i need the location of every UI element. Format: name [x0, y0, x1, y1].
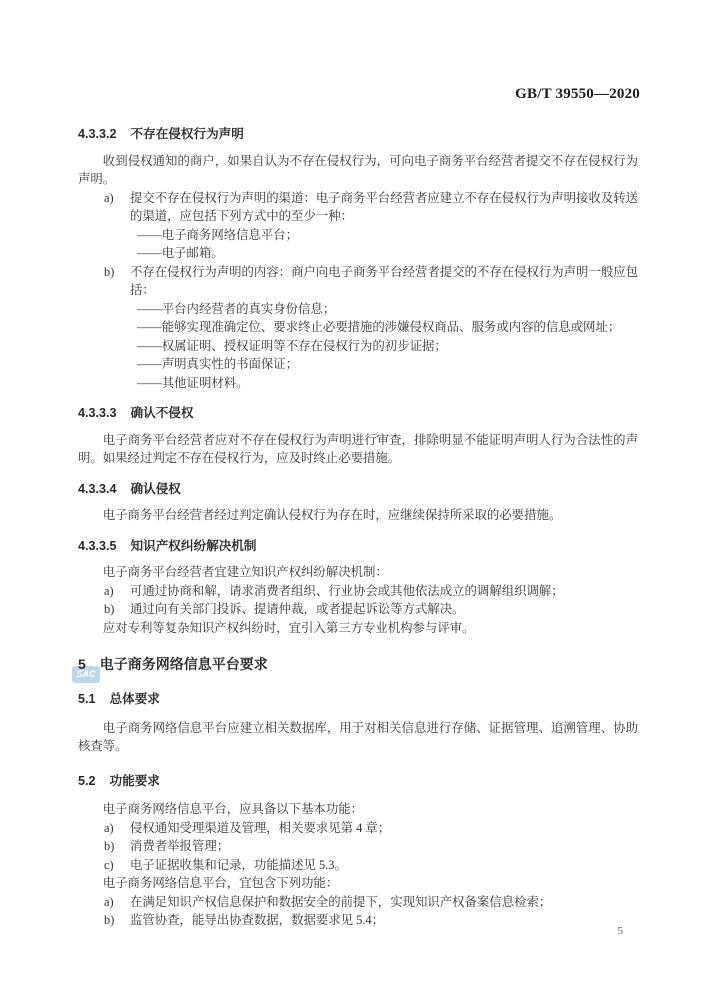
clause-title: 确认侵权: [130, 481, 181, 496]
list-item: [78, 819, 638, 838]
dash-item-text: ——能够实现准确定位、要求终止必要措施的涉嫌侵权商品、服务或内容的信息或网址；: [137, 320, 621, 334]
paragraph-text: 电子商务网络信息平台，应具备以下基本功能：: [102, 802, 363, 816]
dash-item-text: ——声明真实性的书面保证；: [137, 357, 299, 371]
clause-number: 4.3.3.5: [78, 538, 117, 553]
list-item-text: 监管协查，能导出协查数据，数据要求见 5.4；: [130, 913, 385, 927]
sub-heading-title: 总体要求: [109, 692, 160, 706]
list-item-text: 不存在侵权行为声明的内容：商户向电子商务平台经营者提交的不存在侵权行为声明一般应包括：: [130, 264, 639, 297]
clause-number: 4.3.3.4: [78, 481, 117, 496]
list-item-text: 提交不存在侵权行为声明的渠道：电子商务平台经营者应建立不存在侵权行为声明接收及转送的渠道，应包括下列方式中的至少一种：: [130, 190, 639, 223]
list-item-text: 侵权通知受理渠道及管理，相关要求见第 4 章；: [130, 820, 391, 835]
sub-heading-number: 5.1: [78, 692, 96, 706]
sac-watermark: SAC: [72, 666, 100, 683]
dash-item-text: ——电子邮箱。: [137, 246, 224, 260]
chapter-number: 5: [78, 656, 86, 672]
list-item-text: 在满足知识产权信息保护和数据安全的前提下，实现知识产权备案信息检索；: [130, 894, 552, 909]
list-item: [78, 189, 638, 226]
list-item: [78, 911, 638, 930]
paragraph-text: 电子商务平台经营者应对不存在侵权行为声明进行审查，排除明显不能证明声明人行为合法性的声明。如果经过判定不存在侵权行为，应及时终止必要措施。: [78, 432, 638, 465]
document-body: [78, 113, 638, 930]
list-item: [78, 837, 638, 856]
page-number: 5: [617, 925, 623, 937]
list-marker: b): [104, 602, 115, 616]
list-marker: b): [104, 913, 115, 927]
paragraph-text: 电子商务平台经营者宜建立知识产权纠纷解决机制：: [102, 565, 388, 579]
clause-title: 知识产权纠纷解决机制: [130, 538, 257, 553]
paragraph-text: 电子商务网络信息平台应建立相关数据库，用于对相关信息进行存储、证据管理、追溯管理、协助核查等。: [78, 720, 638, 753]
clause-heading: [78, 404, 638, 423]
list-marker: c): [104, 857, 114, 872]
list-marker: a): [104, 583, 114, 598]
paragraph-text: 应对专利等复杂知识产权纠纷时，宜引入第三方专业机构参与评审。: [102, 620, 475, 635]
sub-heading-number: 5.2: [78, 773, 96, 788]
list-item-text: 电子证据收集和记录，功能描述见 5.3。: [130, 857, 347, 872]
dash-item-text: ——其他证明材料。: [137, 375, 249, 390]
list-item: [78, 263, 638, 300]
dash-item-text: ——权属证明、授权证明等不存在侵权行为的初步证据；: [137, 338, 447, 353]
dash-item-text: ——电子商务网络信息平台；: [137, 227, 299, 242]
list-item: [78, 582, 638, 601]
list-item-text: 通过向有关部门投诉、提请仲裁，或者提起诉讼等方式解决。: [130, 602, 465, 616]
list-marker: a): [104, 820, 114, 835]
clause-heading: [78, 537, 638, 556]
clause-heading: [78, 480, 638, 499]
clause-number: 4.3.3.2: [78, 127, 117, 141]
sub-heading-title: 功能要求: [109, 773, 160, 788]
clause-heading: [78, 125, 638, 144]
paragraph-text: 电子商务网络信息平台，宜包含下列功能：: [102, 876, 339, 890]
list-marker: a): [104, 190, 114, 205]
standard-code: GB/T 39550—2020: [515, 86, 640, 102]
list-item-text: 可通过协商和解，请求消费者组织、行业协会或其他依法成立的调解组织调解；: [130, 583, 564, 598]
list-marker: b): [104, 264, 115, 279]
sub-heading: [78, 690, 638, 709]
sub-heading: [78, 772, 638, 791]
list-item: [78, 893, 638, 912]
list-marker: a): [104, 894, 114, 909]
clause-title: 不存在侵权行为声明: [130, 127, 244, 141]
clause-title: 确认不侵权: [130, 406, 194, 420]
list-item: [78, 600, 638, 619]
list-marker: b): [104, 839, 115, 853]
paragraph-text: 收到侵权通知的商户，如果自认为不存在侵权行为，可向电子商务平台经营者提交不存在侵权行为声明。: [78, 153, 638, 186]
paragraph-text: 电子商务平台经营者经过判定确认侵权行为存在时，应继续保持所采取的必要措施。: [102, 508, 562, 522]
list-item: [78, 856, 638, 875]
chapter-title: 电子商务网络信息平台要求: [99, 656, 268, 672]
clause-number: 4.3.3.3: [78, 406, 117, 420]
list-item-text: 消费者举报管理；: [130, 839, 230, 853]
chapter-heading: [78, 654, 638, 674]
dash-item-text: ——平台内经营者的真实身份信息；: [137, 301, 336, 316]
